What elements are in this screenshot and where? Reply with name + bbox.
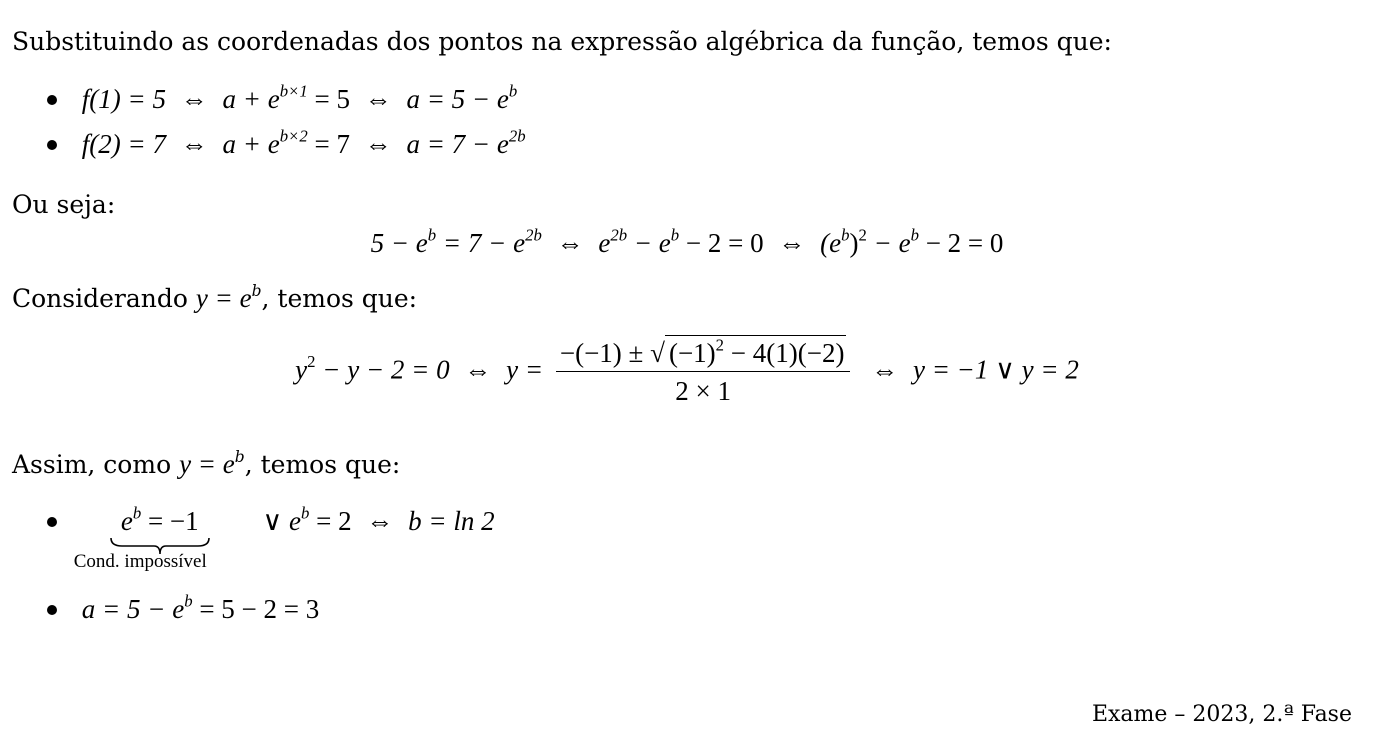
eq1-g: − e	[866, 228, 911, 258]
f2-result: a = 7 − e	[406, 129, 509, 159]
eb-impossible-rest: = −1	[141, 506, 199, 536]
ou-seja-text: Ou seja:	[12, 190, 116, 219]
iff-symbol: ⇔	[464, 354, 492, 385]
iff-symbol: ⇔	[778, 228, 806, 258]
sqrt-symbol: √	[650, 338, 665, 368]
eq1-b: = 7 − e	[436, 228, 526, 258]
eq1-f-close: )	[849, 228, 859, 258]
bullet-a	[47, 591, 320, 624]
f1-mid-sup: b×1	[279, 81, 308, 101]
f1-mid: a + e	[222, 84, 280, 114]
eq1-e: − 2 = 0	[679, 228, 764, 258]
eq1-c-sup: 2b	[610, 225, 628, 245]
a-result-sup: b	[184, 591, 193, 611]
considerando-prefix: Considerando	[12, 284, 196, 313]
bullet-eb	[47, 503, 495, 572]
exam-footer: Exame – 2023, 2.ª Fase	[1091, 702, 1352, 727]
eq2-y-eq: y =	[506, 354, 544, 385]
f2-mid-sup: b×2	[279, 126, 308, 146]
eq1-a-sup: b	[427, 225, 437, 245]
f2-lhs: f(2) = 7	[81, 129, 166, 159]
quadratic-fraction	[556, 335, 851, 406]
f1-result-sup: b	[508, 81, 518, 101]
assim-suffix: , temos que:	[244, 450, 401, 479]
underbrace-group	[73, 503, 210, 572]
f2-mid-rhs: = 7	[307, 129, 350, 159]
equation-2	[0, 335, 1374, 406]
iff-symbol: ⇔	[180, 84, 208, 114]
iff-symbol: ⇔	[364, 129, 392, 159]
eb-possible-rest: = 2	[309, 506, 352, 536]
eq1-f-sup: b	[841, 225, 850, 245]
eq2-lhs-sup: 2	[307, 352, 316, 371]
considerando-suffix: , temos que:	[261, 284, 418, 313]
assim-prefix: Assim, como	[12, 450, 180, 479]
eq1-d-sup: b	[670, 225, 680, 245]
fraction-denominator: 2 × 1	[675, 376, 732, 406]
sqrt-a: (−1)	[668, 338, 716, 368]
eq1-h: − 2 = 0	[918, 228, 1004, 258]
iff-symbol: ⇔	[180, 129, 208, 159]
a-result: a = 5 − e	[81, 594, 185, 624]
iff-symbol: ⇔	[871, 354, 899, 385]
considerando-text	[12, 282, 418, 313]
eb-impossible-sup: b	[132, 503, 142, 523]
assim-var-sup: b	[234, 448, 245, 467]
iff-symbol: ⇔	[364, 84, 392, 114]
eb-possible-base: ∨ e	[262, 506, 301, 536]
assim-text	[12, 448, 401, 479]
f2-result-sup: 2b	[508, 126, 526, 146]
f1-mid-rhs: = 5	[307, 84, 350, 114]
bullet-f1	[47, 81, 518, 114]
iff-symbol: ⇔	[556, 228, 584, 258]
bullet-dot	[47, 605, 57, 615]
assim-var: y = e	[179, 449, 235, 479]
sqrt-b: − 4(1)(−2)	[724, 338, 845, 368]
numerator-prefix: −(−1) ±	[559, 338, 651, 368]
eq1-g-sup: b	[910, 225, 919, 245]
sqrt-a-sup: 2	[715, 335, 725, 355]
bullet-dot	[47, 140, 57, 150]
sqrt-body	[665, 335, 847, 368]
eq1-a: 5 − e	[370, 228, 428, 258]
bullet-f2	[47, 126, 526, 159]
eq2-lhs: y	[295, 354, 308, 385]
a-result-rest: = 5 − 2 = 3	[192, 594, 320, 624]
iff-symbol: ⇔	[366, 506, 394, 536]
eq2-result: y = −1 ∨ y = 2	[912, 354, 1079, 385]
eb-possible-sup: b	[301, 503, 310, 523]
eq1-f-pow: 2	[858, 225, 867, 245]
bullet-dot	[47, 95, 57, 105]
equation-1	[0, 225, 1374, 258]
eq1-d: − e	[627, 228, 671, 258]
f1-result: a = 5 − e	[406, 84, 509, 114]
b-result: b = ln 2	[408, 506, 495, 536]
fraction-numerator	[556, 335, 851, 372]
brace-label: Cond. impossível	[73, 551, 207, 572]
eq1-b-sup: 2b	[525, 225, 542, 245]
eb-impossible-base: e	[120, 506, 133, 536]
f1-lhs: f(1) = 5	[81, 84, 166, 114]
considerando-var: y = e	[195, 283, 252, 313]
bullet-dot	[47, 517, 57, 527]
f2-mid: a + e	[222, 129, 280, 159]
considerando-var-sup: b	[251, 282, 262, 301]
intro-text: Substituindo as coordenadas dos pontos na expressão algébrica da função, temos que:	[12, 27, 1112, 56]
eq1-f-open: (e	[820, 228, 842, 258]
eq1-c: e	[598, 228, 611, 258]
eq2-lhs-rest: − y − 2 = 0	[315, 354, 450, 385]
